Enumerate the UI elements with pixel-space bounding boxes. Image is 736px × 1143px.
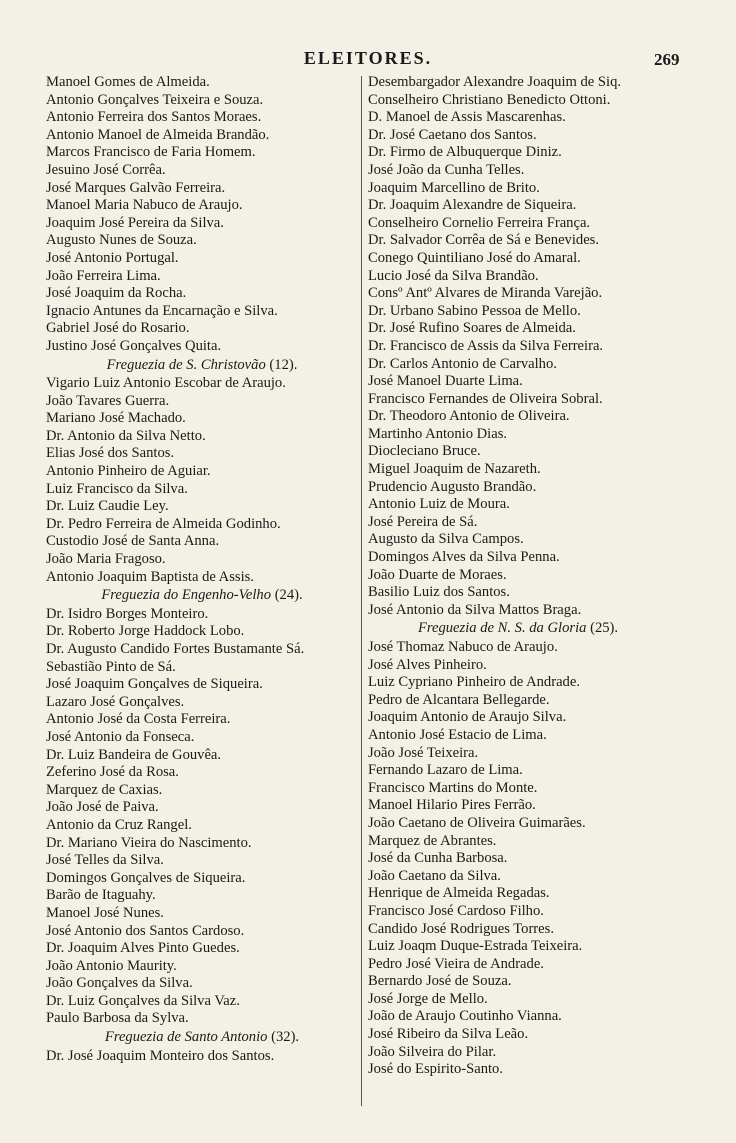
- elector-name: Dr. Urbano Sabino Pessoa de Mello.: [368, 302, 581, 319]
- elector-name: Dr. Carlos Antonio de Carvalho.: [368, 355, 557, 372]
- elector-name: Jesuino José Corrêa.: [46, 161, 166, 178]
- parish-title: Freguezia de S. Christovão: [106, 356, 266, 373]
- elector-name: Paulo Barbosa da Sylva.: [46, 1010, 189, 1027]
- parish-heading: [46, 1029, 358, 1047]
- elector-name: José Joaquim Gonçalves de Siqueira.: [46, 676, 263, 693]
- elector-name: Antonio Gonçalves Teixeira e Souza.: [46, 91, 264, 108]
- elector-name: João Gonçalves da Silva.: [46, 975, 193, 992]
- elector-name: Joaquim Marcellino de Brito.: [368, 179, 540, 196]
- elector-name: Dr. Salvador Corrêa de Sá e Benevides.: [368, 232, 599, 249]
- elector-count: (24).: [274, 587, 303, 604]
- column-divider: [361, 76, 362, 1106]
- left-column: [46, 74, 358, 1065]
- elector-name: Manoel Gomes de Almeida.: [46, 74, 210, 90]
- elector-name: João Tavares Guerra.: [46, 392, 170, 409]
- elector-name: José Marques Galvão Ferreira.: [46, 179, 226, 196]
- elector-name: Dr. Mariano Vieira do Nascimento.: [46, 834, 252, 851]
- elector-name: Conego Quintiliano José do Amaral.: [368, 249, 581, 266]
- elector-name: Zeferino José da Rosa.: [46, 764, 179, 781]
- elector-name: José Telles da Silva.: [46, 852, 164, 869]
- elector-name: Justino José Gonçalves Quita.: [46, 337, 222, 354]
- elector-count: (12).: [269, 356, 298, 373]
- elector-name: Ignacio Antunes da Encarnação e Silva.: [46, 302, 278, 319]
- elector-name: Dr. Luiz Bandeira de Gouvêa.: [46, 746, 222, 763]
- elector-name: Diocleciano Bruce.: [368, 443, 481, 460]
- elector-name: João José de Paiva.: [46, 799, 159, 816]
- elector-count: (32).: [271, 1029, 300, 1046]
- parish-title: Freguezia do Engenho-Velho: [101, 587, 272, 604]
- elector-name: Dr. Pedro Ferreira de Almeida Godinho.: [46, 515, 281, 532]
- elector-name: Barão de Itaguahy.: [46, 887, 156, 904]
- elector-name: Augusto da Silva Campos.: [368, 531, 524, 548]
- elector-name: Prudencio Augusto Brandão.: [368, 478, 537, 495]
- elector-name: Antonio José Estacio de Lima.: [368, 726, 547, 743]
- parish-heading: [368, 620, 668, 638]
- elector-name: José Antonio dos Santos Cardoso.: [46, 922, 245, 939]
- elector-name: Desembargador Alexandre Joaquim de Siq.: [368, 74, 622, 90]
- parish-heading: [46, 357, 358, 375]
- elector-name: Luiz Joaqm Duque-Estrada Teixeira.: [368, 938, 583, 955]
- elector-name: Augusto Nunes de Souza.: [46, 232, 197, 249]
- elector-name: Pedro de Alcantara Bellegarde.: [368, 691, 550, 708]
- elector-name: Henrique de Almeida Regadas.: [368, 885, 550, 902]
- elector-name: Lazaro José Gonçalves.: [46, 693, 185, 710]
- elector-name: Dr. Luiz Gonçalves da Silva Vaz.: [46, 992, 240, 1009]
- elector-name: Fernando Lazaro de Lima.: [368, 762, 523, 779]
- elector-name: Lucio José da Silva Brandão.: [368, 267, 539, 284]
- elector-name: Dr. Luiz Caudie Ley.: [46, 498, 169, 515]
- elector-name: Francisco José Cardoso Filho.: [368, 902, 544, 919]
- elector-name: Dr. Isidro Borges Monteiro.: [46, 605, 209, 622]
- parish-title: Freguezia de N. S. da Gloria: [417, 620, 587, 637]
- elector-name: Antonio Pinheiro de Aguiar.: [46, 463, 211, 480]
- elector-name: Antonio José da Costa Ferreira.: [46, 711, 231, 728]
- elector-name: Antonio Manoel de Almeida Brandão.: [46, 126, 270, 143]
- elector-name: João Maria Fragoso.: [46, 551, 166, 568]
- elector-name: Conselheiro Christiano Benedicto Ottoni.: [368, 91, 611, 108]
- elector-name: Dr. Firmo de Albuquerque Diniz.: [368, 144, 562, 161]
- elector-name: João Antonio Maurity.: [46, 957, 177, 974]
- elector-name: Bernardo José de Souza.: [368, 973, 512, 990]
- elector-name: José Antonio da Silva Mattos Braga.: [368, 601, 582, 618]
- elector-name: Consº Antº Alvares de Miranda Varejão.: [368, 285, 603, 302]
- right-column: [368, 74, 668, 1079]
- elector-name: Vigario Luiz Antonio Escobar de Araujo.: [46, 375, 286, 392]
- elector-name: José Ribeiro da Silva Leão.: [368, 1026, 529, 1043]
- elector-name: Pedro José Vieira de Andrade.: [368, 955, 544, 972]
- elector-name: João Caetano de Oliveira Guimarães.: [368, 814, 586, 831]
- elector-name: Dr. José Rufino Soares de Almeida.: [368, 320, 576, 337]
- elector-name: Francisco Martins do Monte.: [368, 779, 538, 796]
- parish-heading: [46, 587, 358, 605]
- elector-name: José João da Cunha Telles.: [368, 161, 525, 178]
- elector-name: Martinho Antonio Dias.: [368, 425, 508, 442]
- elector-name: Manoel José Nunes.: [46, 904, 164, 921]
- elector-name: Custodio José de Santa Anna.: [46, 533, 220, 550]
- elector-name: Sebastião Pinto de Sá.: [46, 658, 176, 675]
- elector-name: Luiz Cypriano Pinheiro de Andrade.: [368, 674, 580, 691]
- elector-name: Mariano José Machado.: [46, 410, 186, 427]
- parish-title: Freguezia de Santo Antonio: [104, 1029, 268, 1046]
- elector-name: José Thomaz Nabuco de Araujo.: [368, 639, 558, 655]
- elector-name: Domingos Gonçalves de Siqueira.: [46, 869, 246, 886]
- elector-name: José Joaquim da Rocha.: [46, 285, 187, 302]
- elector-name: Dr. Antonio da Silva Netto.: [46, 427, 206, 444]
- elector-name: José Alves Pinheiro.: [368, 656, 487, 673]
- elector-count: (25).: [590, 620, 619, 637]
- elector-name: José Antonio Portugal.: [46, 249, 179, 266]
- elector-name: Marcos Francisco de Faria Homem.: [46, 144, 256, 161]
- elector-name: João Ferreira Lima.: [46, 267, 161, 284]
- elector-name: José do Espirito-Santo.: [368, 1061, 503, 1078]
- elector-name: José da Cunha Barbosa.: [368, 850, 508, 867]
- elector-name: João Caetano da Silva.: [368, 867, 501, 884]
- elector-name: Antonio Luiz de Moura.: [368, 496, 510, 513]
- elector-name: Joaquim José Pereira da Silva.: [46, 214, 224, 231]
- elector-name: José Pereira de Sá.: [368, 513, 478, 530]
- elector-name: João Silveira do Pilar.: [368, 1043, 497, 1060]
- elector-name: João de Araujo Coutinho Vianna.: [368, 1008, 562, 1025]
- elector-name: Dr. José Joaquim Monteiro dos Santos.: [46, 1047, 275, 1064]
- elector-name: Elias José dos Santos.: [46, 445, 175, 462]
- elector-name: Basilio Luiz dos Santos.: [368, 584, 510, 601]
- elector-name: Marquez de Abrantes.: [368, 832, 497, 849]
- elector-name: Conselheiro Cornelio Ferreira França.: [368, 214, 591, 231]
- elector-name: José Manoel Duarte Lima.: [368, 373, 523, 390]
- elector-name: Manoel Maria Nabuco de Araujo.: [46, 197, 243, 214]
- elector-name: José Jorge de Mello.: [368, 990, 488, 1007]
- page-title: ELEITORES.: [303, 48, 433, 68]
- elector-name: Dr. José Caetano dos Santos.: [368, 126, 537, 143]
- elector-name: Dr. Joaquim Alves Pinto Guedes.: [46, 940, 240, 957]
- elector-name: D. Manoel de Assis Mascarenhas.: [368, 109, 566, 126]
- elector-name: Gabriel José do Rosario.: [46, 320, 190, 337]
- elector-name: Domingos Alves da Silva Penna.: [368, 549, 560, 566]
- elector-name: José Antonio da Fonseca.: [46, 728, 195, 745]
- elector-name: Miguel Joaquim de Nazareth.: [368, 461, 541, 478]
- elector-name: Manoel Hilario Pires Ferrão.: [368, 797, 536, 814]
- elector-name: João Duarte de Moraes.: [368, 566, 507, 583]
- elector-name: Dr. Francisco de Assis da Silva Ferreira.: [368, 337, 604, 354]
- elector-name: Joaquim Antonio de Araujo Silva.: [368, 709, 567, 726]
- elector-name: Dr. Theodoro Antonio de Oliveira.: [368, 408, 570, 425]
- elector-name: Antonio Ferreira dos Santos Moraes.: [46, 109, 262, 126]
- elector-name: Candido José Rodrigues Torres.: [368, 920, 554, 937]
- elector-name: Dr. Roberto Jorge Haddock Lobo.: [46, 623, 245, 640]
- elector-name: Luiz Francisco da Silva.: [46, 480, 188, 497]
- elector-name: Francisco Fernandes de Oliveira Sobral.: [368, 390, 603, 407]
- page-number: 269: [654, 50, 680, 69]
- elector-name: Dr. Joaquim Alexandre de Siqueira.: [368, 197, 577, 214]
- elector-name: Marquez de Caxias.: [46, 781, 163, 798]
- elector-name: Antonio da Cruz Rangel.: [46, 816, 192, 833]
- elector-name: Antonio Joaquim Baptista de Assis.: [46, 568, 254, 585]
- elector-name: Dr. Augusto Candido Fortes Bustamante Sá.: [46, 641, 305, 657]
- elector-name: João José Teixeira.: [368, 744, 479, 761]
